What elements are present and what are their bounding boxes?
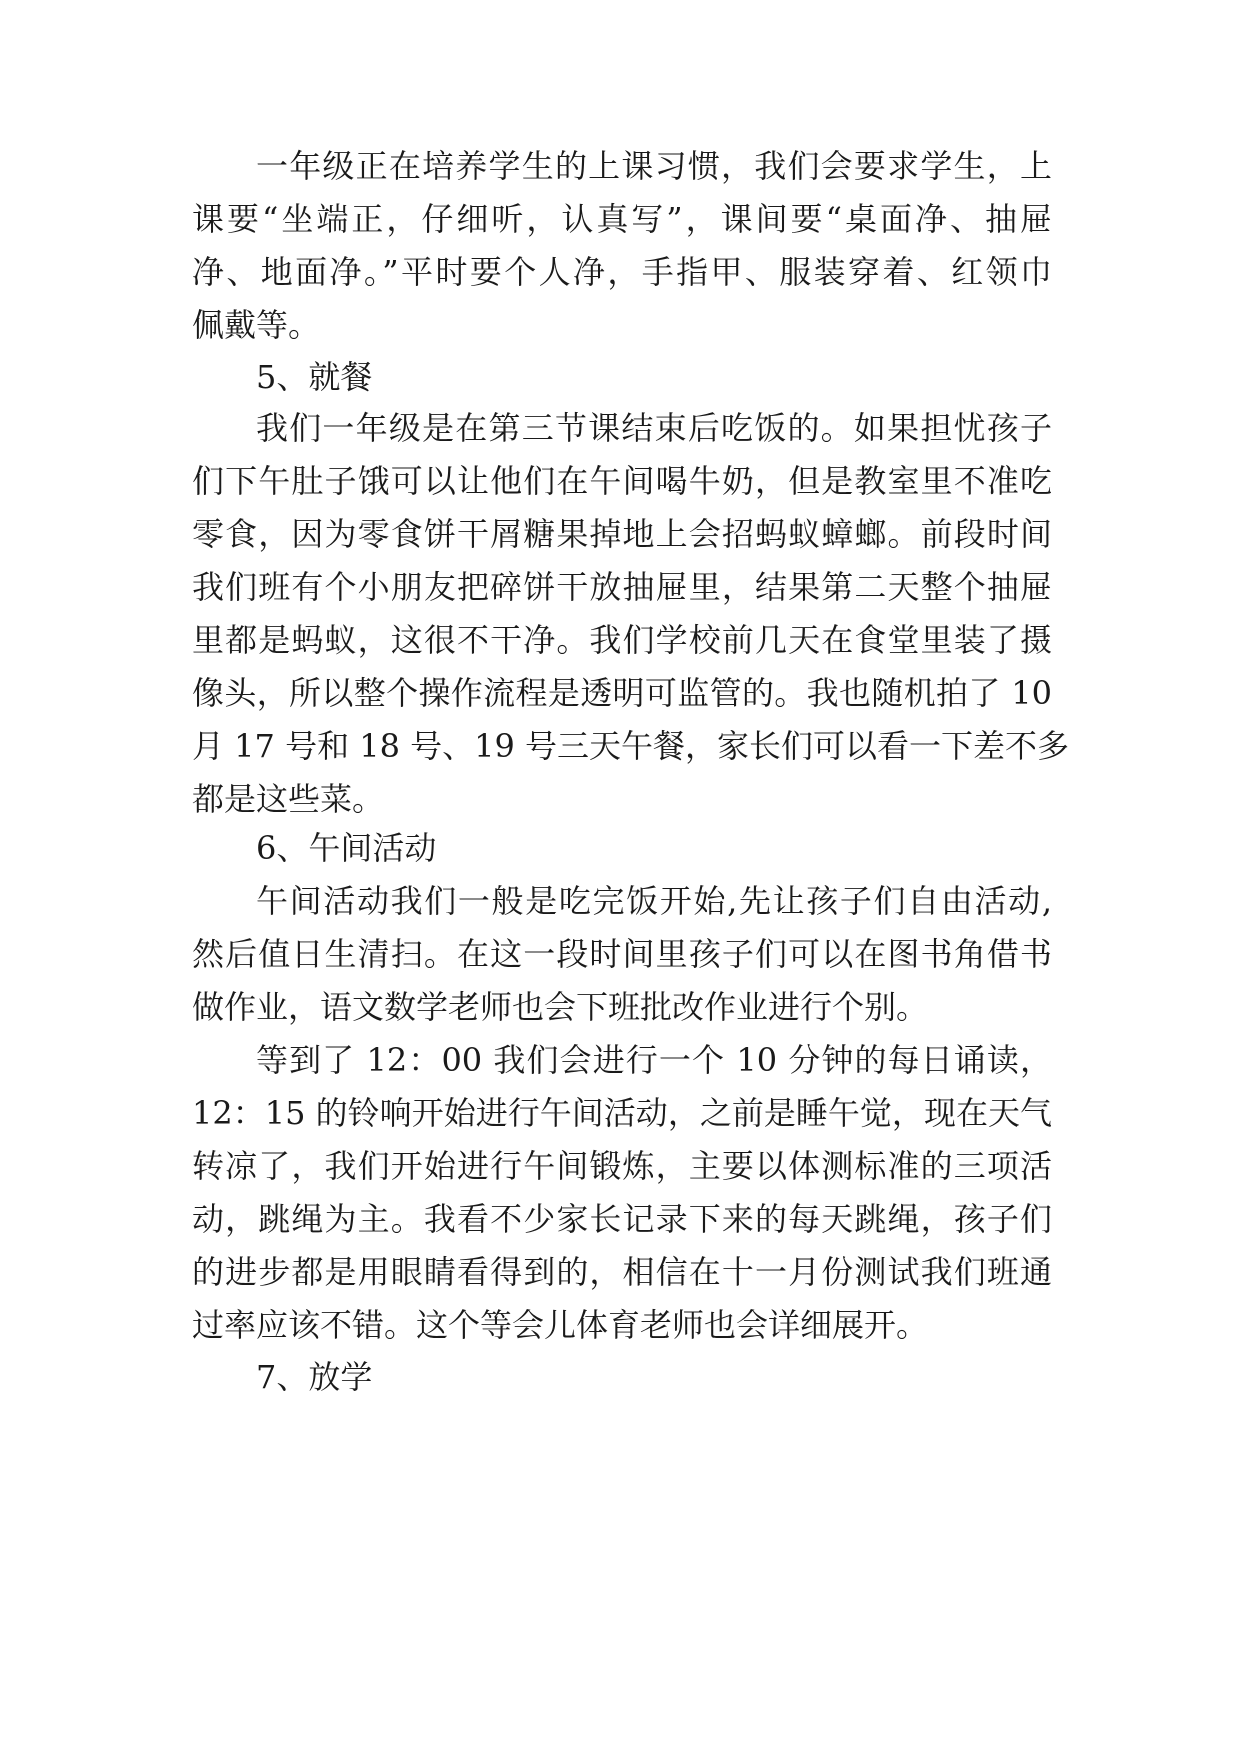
section-heading: 6、午间活动 <box>256 829 437 867</box>
paragraph-line: 然后值日生清扫。在这一段时间里孩子们可以在图书角借书 <box>192 935 1052 973</box>
paragraph-line: 课要“坐端正，仔细听，认真写”，课间要“桌面净、抽屉 <box>192 200 1052 238</box>
paragraph-line: 像头，所以整个操作流程是透明可监管的。我也随机拍了 10 <box>192 674 1052 712</box>
paragraph-line: 转凉了，我们开始进行午间锻炼，主要以体测标准的三项活 <box>192 1147 1052 1185</box>
paragraph-line: 12：15 的铃响开始进行午间活动，之前是睡午觉，现在天气 <box>192 1094 1052 1132</box>
paragraph-line: 里都是蚂蚁，这很不干净。我们学校前几天在食堂里装了摄 <box>192 621 1052 659</box>
paragraph-line: 月 17 号和 18 号、19 号三天午餐，家长们可以看一下差不多 <box>192 727 1070 765</box>
paragraph-line: 零食，因为零食饼干屑糖果掉地上会招蚂蚁蟑螂。前段时间 <box>192 515 1052 553</box>
paragraph-line: 们下午肚子饿可以让他们在午间喝牛奶，但是教室里不准吃 <box>192 462 1052 500</box>
paragraph-line: 过率应该不错。这个等会儿体育老师也会详细展开。 <box>192 1306 929 1344</box>
paragraph-line: 佩戴等。 <box>192 306 321 344</box>
paragraph-line: 都是这些菜。 <box>192 780 385 818</box>
paragraph-line: 一年级正在培养学生的上课习惯，我们会要求学生，上 <box>256 147 1052 185</box>
paragraph-line: 净、地面净。”平时要个人净，手指甲、服装穿着、红领巾 <box>192 253 1052 291</box>
paragraph-line: 我们班有个小朋友把碎饼干放抽屉里，结果第二天整个抽屉 <box>192 568 1052 606</box>
section-heading: 5、就餐 <box>256 358 373 396</box>
paragraph-line: 动，跳绳为主。我看不少家长记录下来的每天跳绳，孩子们 <box>192 1200 1052 1238</box>
paragraph-line: 等到了 12：00 我们会进行一个 10 分钟的每日诵读， <box>256 1041 1052 1079</box>
section-heading: 7、放学 <box>256 1358 373 1396</box>
paragraph-line: 午间活动我们一般是吃完饭开始,先让孩子们自由活动, <box>256 882 1052 920</box>
paragraph-line: 做作业，语文数学老师也会下班批改作业进行个别。 <box>192 988 929 1026</box>
paragraph-line: 的进步都是用眼睛看得到的，相信在十一月份测试我们班通 <box>192 1253 1052 1291</box>
paragraph-line: 我们一年级是在第三节课结束后吃饭的。如果担忧孩子 <box>256 409 1052 447</box>
